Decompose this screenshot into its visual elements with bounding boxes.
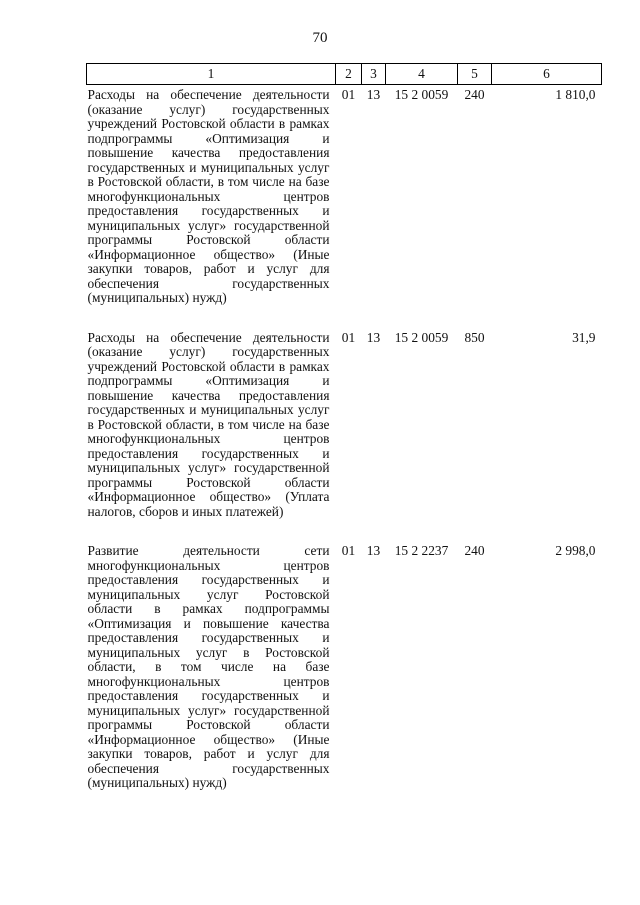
column-header-2: 2: [336, 64, 362, 85]
table-row: [87, 328, 602, 542]
row-amount: 31,9: [572, 329, 596, 345]
column-header-6: 6: [492, 64, 602, 85]
row-code-4: 15 2 2237: [394, 543, 449, 558]
row-code-3: 13: [366, 87, 381, 102]
row-description: Расходы на обеспечение деятельности (оказание услуг) государственных учреждений Ростовской области в рамках подпрограммы «Оптимизация и повышение качества предоставления государственных и муниципальных услуг в Ростовской области, в том числе на базе многофункциональных центров предоставления государственных и муниципальных услуг» государственной программы Ростовской области «Информационное общество» (Иные закупки товаров, работ и услуг для обеспечения государственных (муниципальных) нужд): [87, 87, 330, 305]
row-description: Расходы на обеспечение деятельности (оказание услуг) государственных учреждений Ростовской области в рамках подпрограммы «Оптимизация и повышение качества предоставления государственных и муниципальных услуг в Ростовской области, в том числе на базе многофункциональных центров предоставления государственных и муниципальных услуг» государственной программы Ростовской области «Информационное общество» (Уплата налогов, сборов и иных платежей): [87, 329, 330, 519]
row-code-5: 240: [464, 87, 485, 102]
row-code-2: 01: [341, 329, 356, 345]
page-number: 70: [312, 30, 328, 46]
row-code-4: 15 2 0059: [394, 87, 449, 102]
table-row: [87, 541, 602, 813]
table-header-row: [87, 64, 602, 85]
column-header-5: 5: [458, 64, 492, 85]
column-header-4: 4: [386, 64, 458, 85]
row-code-5: 850: [464, 329, 485, 345]
row-code-2: 01: [341, 87, 356, 102]
budget-table: [86, 63, 602, 813]
row-code-4: 15 2 0059: [394, 329, 449, 345]
column-header-3: 3: [362, 64, 386, 85]
table-row: [87, 85, 602, 328]
row-code-2: 01: [341, 543, 356, 558]
row-code-3: 13: [366, 543, 381, 558]
row-code-3: 13: [366, 329, 381, 345]
row-description: Развитие деятельности сети многофункциональных центров предоставления государственных и муниципальных услуг Ростовской области в рамках подпрограммы «Оптимизация и повышение качества предоставления государственных и муниципальных услуг в Ростовской области, в том числе на базе многофункциональных центров предоставления государственных и муниципальных услуг» государственной программы Ростовской области «Информационное общество» (Иные закупки товаров, работ и услуг для обеспечения государственных (муниципальных) нужд): [87, 543, 330, 790]
row-code-5: 240: [464, 543, 485, 558]
row-amount: 2 998,0: [555, 543, 596, 558]
row-amount: 1 810,0: [555, 87, 596, 102]
column-header-1: 1: [87, 64, 336, 85]
